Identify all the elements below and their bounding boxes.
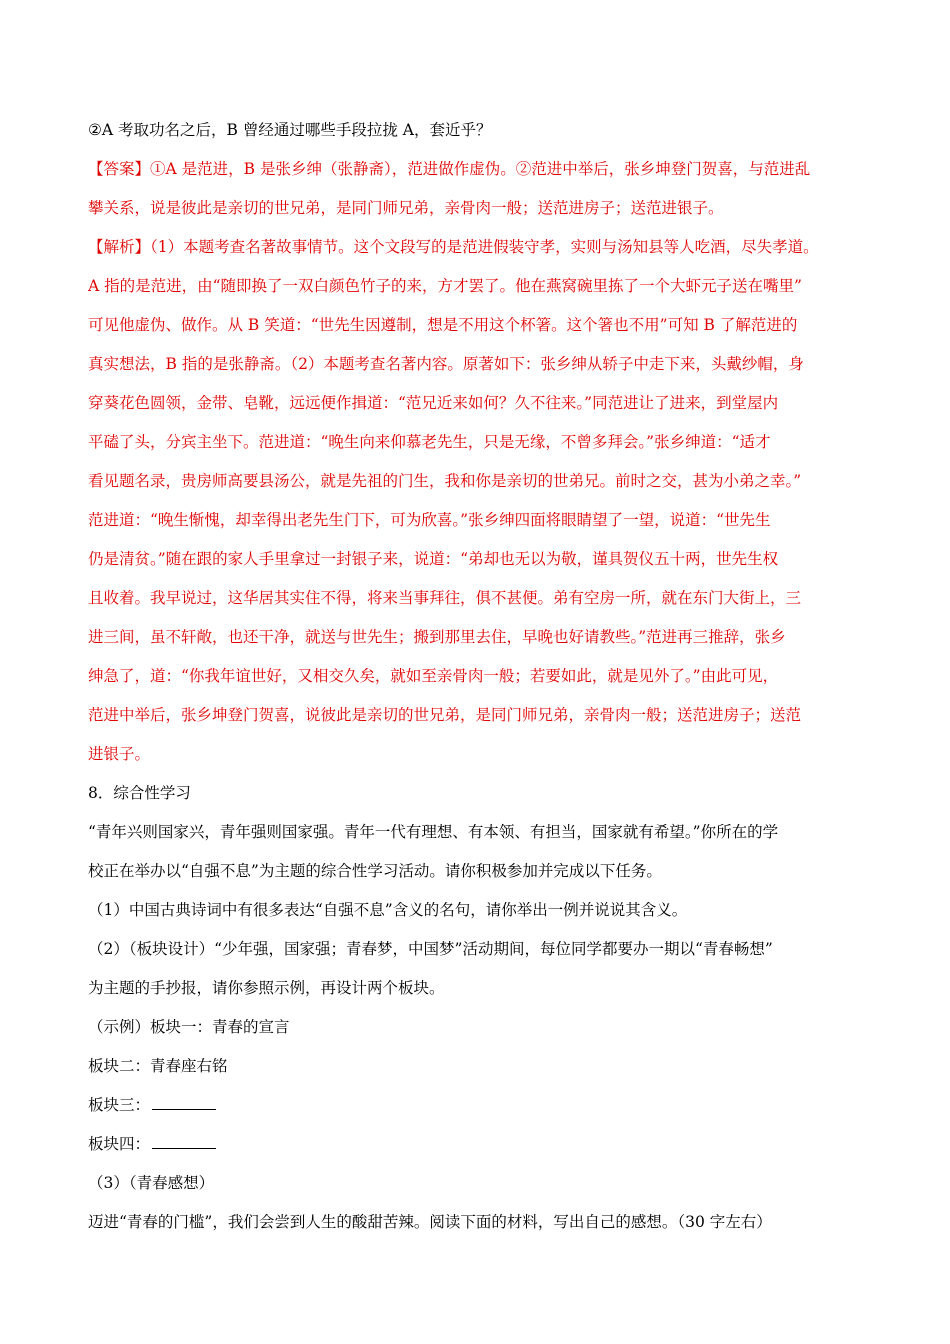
question-line: 为主题的手抄报，请你参照示例，再设计两个板块。	[88, 979, 445, 997]
analysis-line: 【解析】（1）本题考查名著故事情节。这个文段写的是范进假装守孝，实则与汤知县等人吃酒，尽失孝道。	[88, 238, 819, 256]
analysis-line: 穿葵花色圆领，金带、皂靴，远远便作揖道：“范兄近来如何？久不往来。”同范进让了进来，到堂屋内	[88, 394, 779, 412]
blank-item	[88, 1133, 868, 1155]
question-line: 校正在举办以“自强不息”为主题的综合性学习活动。请你积极参加并完成以下任务。	[88, 862, 662, 880]
question-line: “青年兴则国家兴，青年强则国家强。青年一代有理想、有本领、有担当，国家就有希望。”你所在的学	[88, 823, 779, 841]
analysis-line: 真实想法，B 指的是张静斋。（2）本题考查名著内容。原著如下：张乡绅从轿子中走下来，头戴纱帽，身	[88, 355, 804, 373]
blank-item	[88, 1094, 868, 1116]
blank-label: 板块三：	[88, 1096, 151, 1114]
analysis-line: 范进道：“晚生惭愧，却幸得出老先生门下，可为欣喜。”张乡绅四面将眼睛望了一望，说道：“世先生	[88, 511, 771, 529]
analysis-line: 进银子。	[88, 745, 151, 763]
question-line: （3）（青春感想）	[88, 1174, 215, 1192]
example-line: （示例）板块一：青春的宣言	[88, 1018, 290, 1036]
analysis-line: 平磕了头，分宾主坐下。范进道：“晚生向来仰慕老先生，只是无缘，不曾多拜会。”张乡绅道：“适才	[88, 433, 771, 451]
analysis-line: 范进中举后，张乡坤登门贺喜，说彼此是亲切的世兄弟，是同门师兄弟，亲骨肉一般；送范进房子；送范	[88, 706, 802, 724]
analysis-line: 进三间，虽不轩敞，也还干净，就送与世先生；搬到那里去住，早晚也好请教些。”范进再三推辞，张乡	[88, 628, 786, 646]
analysis-line: 且收着。我早说过，这华居其实住不得，将来当事拜往，俱不甚便。弟有空房一所，就在东门大街上，三	[88, 589, 802, 607]
blank-label: 板块四：	[88, 1135, 151, 1153]
analysis-line: A 指的是范进，由“随即换了一双白颜色竹子的来，方才罢了。他在燕窝碗里拣了一个大虾元子送在嘴里”	[88, 277, 802, 295]
section-heading: 8．综合性学习	[88, 784, 191, 802]
answer-line: 攀关系，说是彼此是亲切的世兄弟，是同门师兄弟，亲骨肉一般；送范进房子；送范进银子。	[88, 199, 724, 217]
analysis-line: 仍是清贫。”随在跟的家人手里拿过一封银子来，说道：“弟却也无以为敬，谨具贺仪五十两，世先生权	[88, 550, 779, 568]
answer-blank	[152, 1095, 216, 1110]
answer-blank	[152, 1134, 216, 1149]
analysis-line: 绅急了，道：“你我年谊世好，又相交久矣，就如至亲骨肉一般；若要如此，就是见外了。”由此可见，	[88, 667, 779, 685]
question-line: （1）中国古典诗词中有很多表达“自强不息”含义的名句，请你举出一例并说说其含义。	[88, 901, 688, 919]
question-line: ②A 考取功名之后，B 曾经通过哪些手段拉拢 A，套近乎？	[88, 121, 492, 139]
analysis-line: 看见题名录，贵房师高要县汤公，就是先祖的门生，我和你是亲切的世弟兄。前时之交，甚为小弟之幸。”	[88, 472, 802, 490]
question-line: 迈进“青春的门槛”，我们会尝到人生的酸甜苦辣。阅读下面的材料，写出自己的感想。（30 字左右）	[88, 1213, 772, 1231]
question-line: （2）（板块设计）“少年强，国家强；青春梦，中国梦”活动期间，每位同学都要办一期以“青春畅想”	[88, 940, 773, 958]
answer-line: 【答案】①A 是范进，B 是张乡绅（张静斋），范进做作虚伪。②范进中举后，张乡坤登门贺喜，与范进乱	[88, 160, 811, 178]
example-line: 板块二：青春座右铭	[88, 1057, 228, 1075]
analysis-line: 可见他虚伪、做作。从 B 笑道：“世先生因遵制，想是不用这个杯箸。这个箸也不用”可知 B 了解范进的	[88, 316, 798, 334]
